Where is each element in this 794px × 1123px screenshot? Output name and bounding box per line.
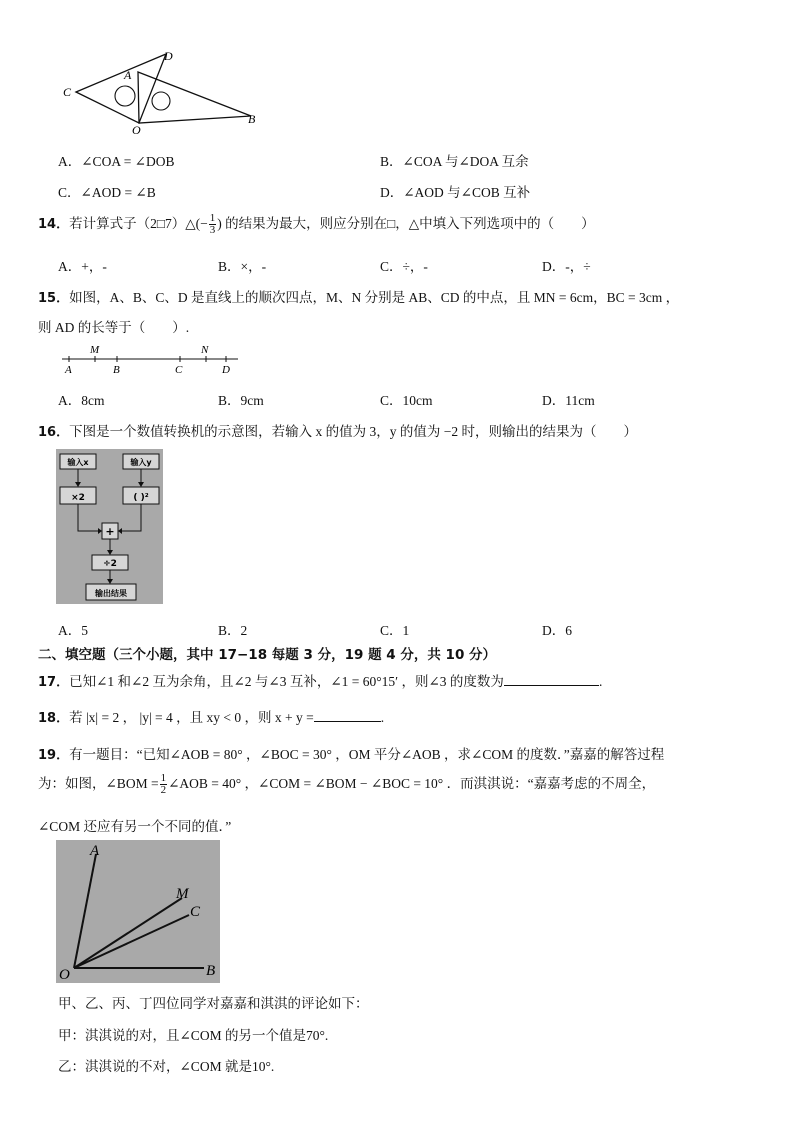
label-b: B bbox=[206, 963, 216, 979]
q19-text-line1: 有一题目：“已知∠AOB = 80° ，∠BOC = 30° ，OM 平分∠AOB ，求∠COM 的度数．”嘉嘉的解答过程 bbox=[69, 747, 665, 762]
q19-text-line2-before: 为：如图，∠BOM = bbox=[38, 776, 159, 791]
q19-fraction: $\frac{1}{2}$ bbox=[160, 772, 167, 797]
q17-stem bbox=[38, 670, 602, 690]
q15-figure bbox=[58, 342, 243, 376]
q14-text-before: 若计算式子（2□7）△(− bbox=[69, 216, 208, 231]
flow-plus: + bbox=[105, 525, 115, 538]
q14-option-d: D．-，÷ bbox=[542, 259, 591, 274]
q19-line3: ∠COM 还应有另一个不同的值．” bbox=[38, 819, 232, 834]
q15-option-c: C．10cm bbox=[380, 393, 433, 408]
q16-option-a: A．5 bbox=[58, 623, 88, 638]
q15-number: 15． bbox=[38, 291, 70, 306]
q16-text: 下图是一个数值转换机的示意图，若输入 x 的值为 3，y 的值为 −2 时，则输出的结果为（ ） bbox=[69, 424, 637, 439]
label-n: N bbox=[201, 344, 209, 356]
q13-option-c: C．∠AOD = ∠B bbox=[58, 185, 156, 200]
q19-comment-jia: 甲：淇淇说的对，且∠COM 的另一个值是70°. bbox=[58, 1028, 329, 1043]
q19-comment-yi: 乙：淇淇说的不对，∠COM 就是10°. bbox=[58, 1059, 275, 1074]
q13-option-a: A．∠COA = ∠DOB bbox=[58, 154, 175, 169]
q15-option-b: B．9cm bbox=[218, 393, 264, 408]
q14-text-after: ) 的结果为最大，则应分别在□，△中填入下列选项中的（ ） bbox=[217, 216, 595, 231]
q13-option-b: B．∠COA 与∠DOA 互余 bbox=[380, 154, 529, 169]
q18-end: . bbox=[380, 710, 385, 725]
flow-output: 输出结果 bbox=[95, 589, 127, 598]
triangle-cod bbox=[76, 54, 166, 123]
label-a: A bbox=[124, 68, 132, 82]
q16-option-b: B．2 bbox=[218, 623, 248, 638]
flow-input-x: 输入x bbox=[67, 458, 89, 467]
flow-input-y: 输入y bbox=[130, 458, 152, 467]
q14-option-a: A．+，- bbox=[58, 259, 107, 274]
q19-line1 bbox=[38, 743, 664, 763]
q15-line1 bbox=[38, 286, 679, 306]
label-o: O bbox=[132, 123, 141, 136]
q19-text-line2-after: ∠AOB = 40° ，∠COM = ∠BOM − ∠BOC = 10° ．而淇淇说：“嘉嘉考虑的不周全， bbox=[168, 776, 656, 791]
q18-text: 若 |x| = 2 ， |y| = 4 ，且 xy < 0 ，则 x + y = bbox=[69, 710, 314, 725]
q14-stem bbox=[38, 212, 595, 237]
flow-times2: ×2 bbox=[71, 493, 85, 503]
label-o: O bbox=[59, 967, 70, 983]
label-a: A bbox=[65, 364, 72, 376]
triangle-aob bbox=[138, 72, 251, 123]
flow-div2: ÷2 bbox=[103, 559, 117, 569]
q17-answer-blank[interactable] bbox=[504, 671, 599, 686]
circle-left bbox=[115, 86, 135, 106]
label-c: C bbox=[63, 85, 72, 99]
label-m: M bbox=[90, 344, 100, 356]
q18-number: 18． bbox=[38, 711, 70, 726]
q14-number: 14． bbox=[38, 217, 70, 232]
q16-flowchart bbox=[56, 449, 163, 604]
q14-fraction: $\frac{1}{3}$ bbox=[209, 212, 216, 237]
q19-comment-intro: 甲、乙、丙、丁四位同学对嘉嘉和淇淇的评论如下： bbox=[58, 996, 369, 1011]
label-a: A bbox=[90, 843, 100, 859]
q16-number: 16． bbox=[38, 425, 70, 440]
q16-option-d: D．6 bbox=[542, 623, 572, 638]
q19-number: 19． bbox=[38, 748, 70, 763]
q13-figure bbox=[58, 48, 268, 136]
flow-square: ( )² bbox=[133, 493, 149, 503]
section2-title: 二、填空题（三个小题，其中 17−18 每题 3 分，19 题 4 分，共 10 分） bbox=[38, 647, 497, 663]
q17-number: 17． bbox=[38, 675, 70, 690]
q16-stem bbox=[38, 420, 637, 440]
q15-option-a: A．8cm bbox=[58, 393, 105, 408]
label-d: D bbox=[164, 49, 173, 63]
q18-stem bbox=[38, 706, 384, 726]
q15-line2: 则 AD 的长等于（ ）. bbox=[38, 320, 190, 335]
q14-option-b: B．×，- bbox=[218, 259, 267, 274]
q15-text: 如图，A、B、C、D 是直线上的顺次四点，M、N 分别是 AB、CD 的中点，且 MN = 6cm，BC = 3cm ， bbox=[69, 290, 680, 305]
label-m: M bbox=[176, 886, 189, 902]
label-b: B bbox=[113, 364, 120, 376]
label-b: B bbox=[248, 112, 256, 126]
q17-text: 已知∠1 和∠2 互为余角，且∠2 与∠3 互补，∠1 = 60°15′ ，则∠3 的度数为 bbox=[69, 674, 504, 689]
circle-right bbox=[152, 92, 170, 110]
q19-figure bbox=[56, 840, 220, 983]
q18-answer-blank[interactable] bbox=[314, 707, 381, 722]
label-d: D bbox=[222, 364, 230, 376]
label-c: C bbox=[175, 364, 183, 376]
q15-option-d: D．11cm bbox=[542, 393, 595, 408]
q16-option-c: C．1 bbox=[380, 623, 410, 638]
q14-option-c: C．÷，- bbox=[380, 259, 428, 274]
label-c: C bbox=[190, 904, 201, 920]
q19-line2 bbox=[38, 771, 655, 797]
q13-option-d: D．∠AOD 与∠COB 互补 bbox=[380, 185, 531, 200]
q17-end: . bbox=[598, 674, 603, 689]
